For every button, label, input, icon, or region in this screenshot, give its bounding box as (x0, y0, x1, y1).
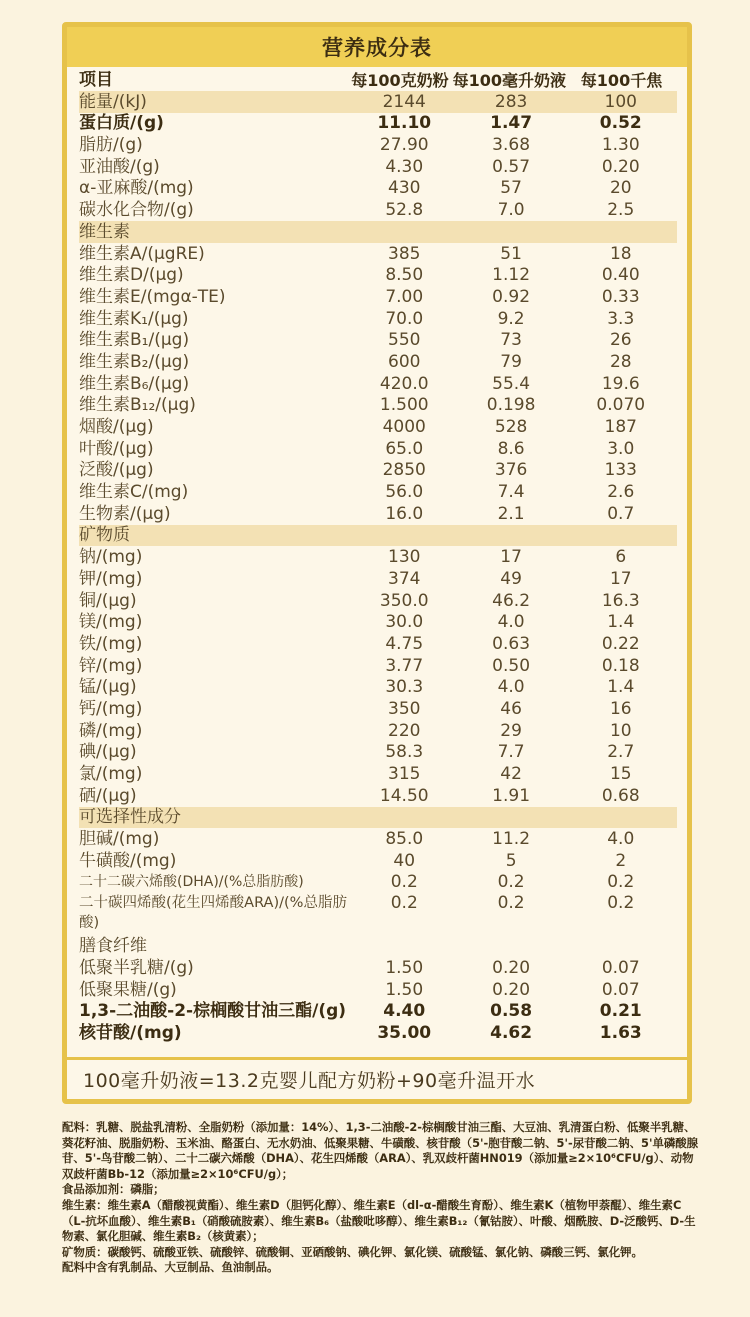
preparation-note: 100毫升奶液=13.2克婴儿配方奶粉+90毫升温开水 (67, 1057, 687, 1099)
value-per-100g: 4.40 (383, 1001, 426, 1022)
value-per-100ml: 0.58 (490, 1001, 533, 1022)
value-per-100kj: 133 (604, 460, 637, 481)
nutrient-name: 钾/(mg) (79, 568, 143, 589)
table-row (79, 395, 677, 417)
nutrient-name: 磷/(mg) (79, 720, 143, 741)
value-per-100kj: 1.4 (607, 677, 635, 698)
value-per-100ml: 7.0 (497, 200, 525, 221)
nutrient-name: 蛋白质/(g) (79, 113, 164, 134)
value-per-100g: 0.2 (390, 893, 418, 914)
table-row (79, 1001, 677, 1023)
table-row (79, 546, 677, 568)
value-per-100kj: 0.68 (601, 785, 640, 806)
value-per-100kj: 0.18 (601, 655, 640, 676)
nutrient-name: 维生素B₆/(μg) (79, 373, 190, 394)
value-per-100kj: 0.52 (599, 113, 642, 134)
value-per-100g: 27.90 (379, 135, 429, 156)
value-per-100g: 52.8 (385, 200, 424, 221)
value-per-100g: 1.50 (385, 957, 424, 978)
value-per-100g: 1.50 (385, 979, 424, 1000)
header-per-100g: 每100克奶粉 (351, 71, 449, 90)
nutrient-name: 钠/(mg) (79, 547, 143, 568)
value-per-100g: 65.0 (385, 438, 424, 459)
value-per-100ml: 55.4 (492, 373, 531, 394)
value-per-100ml: 9.2 (497, 308, 525, 329)
value-per-100kj: 20 (609, 178, 632, 199)
value-per-100g: 1.500 (379, 395, 429, 416)
value-per-100ml: 2.1 (497, 503, 525, 524)
value-per-100g: 430 (388, 178, 421, 199)
value-per-100g: 85.0 (385, 829, 424, 850)
value-per-100ml: 1.12 (492, 265, 531, 286)
nutrient-name: 维生素B₁₂/(μg) (79, 395, 196, 416)
nutrient-name: 可选择性成分 (79, 807, 181, 828)
value-per-100g: 550 (388, 330, 421, 351)
value-per-100g: 40 (393, 850, 416, 871)
value-per-100ml: 0.198 (486, 395, 536, 416)
value-per-100ml: 0.50 (492, 655, 531, 676)
nutrient-name: 二十碳四烯酸(花生四烯酸ARA)/(%总脂肪酸) (79, 895, 347, 932)
nutrient-name: 矿物质 (79, 525, 130, 546)
value-per-100kj: 0.21 (599, 1001, 642, 1022)
value-per-100kj: 2 (615, 850, 627, 871)
table-row (79, 91, 677, 113)
nutrient-name: 碘/(μg) (79, 742, 137, 763)
nutrient-name: 钙/(mg) (79, 698, 143, 719)
nutrient-name: 胆碱/(mg) (79, 829, 160, 850)
nutrition-table (62, 22, 692, 1104)
nutrient-name: 铁/(mg) (79, 633, 143, 654)
value-per-100kj: 0.20 (601, 156, 640, 177)
nutrient-name: 亚油酸/(g) (79, 156, 160, 177)
value-per-100g: 130 (388, 547, 421, 568)
nutrient-name: 维生素E/(mgα-TE) (79, 286, 226, 307)
value-per-100kj: 0.40 (601, 265, 640, 286)
ingredients-text (62, 1120, 698, 1276)
nutrient-name: 氯/(mg) (79, 764, 143, 784)
value-per-100g: 11.10 (377, 113, 432, 134)
table-row (79, 720, 677, 742)
table-row (79, 438, 677, 460)
value-per-100ml: 8.6 (497, 438, 525, 459)
value-per-100ml: 4.62 (490, 1022, 533, 1043)
value-per-100g: 16.0 (385, 503, 424, 524)
header-per-100kj: 每100千焦 (580, 71, 663, 90)
value-per-100ml: 0.20 (492, 957, 531, 978)
value-per-100kj: 2.5 (607, 200, 635, 221)
value-per-100kj: 0.33 (601, 286, 640, 307)
value-per-100ml: 42 (500, 764, 522, 784)
nutrient-name: 能量/(kJ) (79, 91, 147, 112)
value-per-100kj: 0.070 (596, 395, 646, 416)
value-per-100g: 0.2 (390, 872, 418, 893)
value-per-100g: 600 (388, 351, 421, 372)
table-header-row (79, 67, 677, 91)
table-row (79, 199, 677, 221)
value-per-100ml: 57 (500, 178, 522, 199)
value-per-100kj: 0.07 (601, 957, 640, 978)
nutrient-name: 烟酸/(μg) (79, 417, 154, 437)
nutrient-name: 维生素A/(μgRE) (79, 243, 205, 264)
header-item: 项目 (79, 70, 113, 90)
ingredients-paragraph: 配料中含有乳制品、大豆制品、鱼油制品。 (62, 1260, 279, 1275)
value-per-100g: 7.00 (385, 286, 424, 307)
nutrient-name: 低聚果糖/(g) (79, 979, 177, 1000)
value-per-100ml: 4.0 (497, 677, 525, 698)
table-row (79, 503, 677, 525)
table-row (79, 872, 677, 894)
value-per-100g: 30.3 (385, 677, 424, 698)
value-per-100g: 350.0 (379, 590, 429, 611)
value-per-100g: 30.0 (385, 612, 424, 633)
table-row (79, 568, 677, 590)
value-per-100g: 374 (388, 568, 421, 589)
value-per-100ml: 376 (494, 460, 528, 481)
nutrient-name: 脂肪/(g) (79, 135, 143, 156)
value-per-100ml: 1.91 (492, 785, 531, 806)
value-per-100g: 3.77 (385, 655, 424, 676)
section-header-row (79, 807, 677, 829)
value-per-100ml: 528 (494, 417, 528, 437)
value-per-100kj: 3.3 (607, 308, 635, 329)
value-per-100kj: 1.63 (599, 1022, 642, 1043)
nutrient-name: 膳食纤维 (79, 936, 147, 957)
value-per-100g: 315 (388, 764, 421, 784)
nutrient-name: 维生素B₂/(μg) (79, 351, 190, 372)
value-per-100ml: 46.2 (492, 590, 531, 611)
table-row (79, 416, 677, 438)
nutrient-name: 锰/(μg) (79, 677, 137, 698)
table-row (79, 481, 677, 503)
value-per-100ml: 7.4 (497, 482, 525, 503)
value-per-100ml: 29 (500, 720, 522, 741)
table-row (79, 373, 677, 395)
value-per-100ml: 17 (500, 547, 522, 568)
nutrient-name: 牛磺酸/(mg) (79, 850, 177, 871)
value-per-100kj: 6 (615, 547, 627, 568)
value-per-100g: 14.50 (379, 785, 429, 806)
table-row (79, 156, 677, 178)
table-row (79, 351, 677, 373)
nutrient-name: 叶酸/(μg) (79, 438, 154, 459)
ingredients-paragraph: 配料：乳糖、脱盐乳清粉、全脂奶粉（添加量：14%）、1,3-二油酸-2-棕榈酸甘油三酯、大豆油、乳清蛋白粉、低聚半乳糖、葵花籽油、脱脂奶粉、玉米油、酪蛋白、无水奶油、低聚果糖、牛磺酸、核苷酸（5'-胞苷酸二钠、5'-尿苷酸二钠、5'单磷酸腺苷、5'-鸟苷酸二钠）、二十二碳六烯酸（DHA）、花生四烯酸（ARA）、乳双歧杆菌HN019（添加量≥2×10⁶CFU/g）、动物双歧杆菌Bb-12（添加量≥2×10⁶CFU/g）； (62, 1120, 699, 1181)
table-title: 营养成分表 (67, 27, 687, 67)
value-per-100ml: 79 (500, 351, 522, 372)
table-row (79, 893, 677, 935)
nutrient-name: 镁/(mg) (79, 612, 143, 633)
table-row (79, 286, 677, 308)
nutrient-name: 低聚半乳糖/(g) (79, 957, 194, 978)
value-per-100kj: 26 (609, 330, 632, 351)
value-per-100ml: 3.68 (492, 135, 531, 156)
table-row (79, 330, 677, 352)
table-row (79, 178, 677, 200)
value-per-100kj: 0.07 (601, 979, 640, 1000)
value-per-100ml: 51 (500, 243, 522, 264)
nutrient-name: 二十二碳六烯酸(DHA)/(%总脂肪酸) (79, 874, 304, 891)
value-per-100kj: 15 (609, 764, 632, 784)
value-per-100g: 220 (388, 720, 421, 741)
table-body (67, 67, 687, 1044)
value-per-100ml: 0.92 (492, 286, 531, 307)
table-row (79, 979, 677, 1001)
value-per-100ml: 4.0 (497, 612, 525, 633)
table-row (79, 1022, 677, 1044)
value-per-100g: 35.00 (377, 1022, 432, 1043)
value-per-100ml: 1.47 (490, 113, 533, 134)
table-row (79, 655, 677, 677)
nutrient-name: 生物素/(μg) (79, 503, 171, 524)
table-row (79, 742, 677, 764)
table-row (79, 698, 677, 720)
table-row (79, 828, 677, 850)
value-per-100ml: 5 (505, 850, 517, 871)
nutrient-name: α-亚麻酸/(mg) (79, 178, 194, 199)
table-row (79, 785, 677, 807)
value-per-100kj: 18 (609, 243, 632, 264)
value-per-100ml: 0.63 (492, 633, 531, 654)
table-row (79, 243, 677, 265)
value-per-100ml: 7.7 (497, 742, 525, 763)
table-row (79, 134, 677, 156)
table-row (79, 677, 677, 699)
nutrient-name: 维生素C/(mg) (79, 482, 189, 503)
value-per-100g: 8.50 (385, 265, 424, 286)
table-row (79, 460, 677, 482)
value-per-100kj: 100 (604, 91, 637, 112)
value-per-100kj: 2.6 (607, 482, 635, 503)
value-per-100g: 4000 (382, 417, 426, 437)
value-per-100ml: 0.2 (497, 872, 525, 893)
nutrient-name: 硒/(μg) (79, 785, 137, 806)
table-row (79, 763, 677, 785)
value-per-100ml: 46 (500, 698, 522, 719)
value-per-100g: 2144 (382, 91, 426, 112)
section-header-row (79, 525, 677, 547)
nutrient-name: 维生素 (79, 221, 130, 242)
nutrient-name: 泛酸/(μg) (79, 460, 154, 481)
table-row (79, 612, 677, 634)
value-per-100kj: 2.7 (607, 742, 635, 763)
value-per-100kj: 187 (604, 417, 637, 437)
ingredients-paragraph: 食品添加剂：磷脂； (62, 1182, 165, 1197)
value-per-100kj: 4.0 (607, 829, 635, 850)
nutrient-name: 锌/(mg) (79, 655, 143, 676)
nutrient-name: 碳水化合物/(g) (79, 200, 194, 221)
table-row (79, 850, 677, 872)
value-per-100g: 2850 (382, 460, 426, 481)
nutrient-name: 1,3-二油酸-2-棕榈酸甘油三酯/(g) (79, 1001, 347, 1022)
value-per-100g: 350 (388, 698, 421, 719)
table-row (79, 957, 677, 979)
value-per-100kj: 19.6 (601, 373, 640, 394)
nutrient-name: 维生素D/(μg) (79, 265, 184, 286)
table-row (79, 935, 677, 957)
value-per-100ml: 0.2 (497, 893, 525, 914)
value-per-100g: 4.75 (385, 633, 424, 654)
section-header-row (79, 221, 677, 243)
value-per-100g: 70.0 (385, 308, 424, 329)
value-per-100kj: 16 (609, 698, 632, 719)
ingredients-paragraph: 维生素：维生素A（醋酸视黄酯）、维生素D（胆钙化醇）、维生素E（dl-α-醋酸生育酚）、维生素K（植物甲萘醌）、维生素C（L-抗坏血酸）、维生素B₁（硝酸硫胺素）、维生素B₆（盐酸吡哆醇）、维生素B₁₂（氰钴胺）、叶酸、烟酰胺、D-泛酸钙、D-生物素、氯化胆碱、维生素B₂（核黄素）； (62, 1197, 696, 1244)
value-per-100kj: 1.4 (607, 612, 635, 633)
value-per-100kj: 3.0 (607, 438, 635, 459)
table-row (79, 113, 677, 135)
value-per-100ml: 0.20 (492, 979, 531, 1000)
value-per-100g: 58.3 (385, 742, 424, 763)
table-row (79, 590, 677, 612)
value-per-100kj: 17 (609, 568, 632, 589)
value-per-100kj: 28 (609, 351, 632, 372)
value-per-100g: 56.0 (385, 482, 424, 503)
nutrient-name: 维生素B₁/(μg) (79, 330, 190, 351)
value-per-100kj: 0.22 (601, 633, 640, 654)
value-per-100kj: 10 (609, 720, 632, 741)
value-per-100kj: 1.30 (601, 135, 640, 156)
value-per-100kj: 0.2 (607, 872, 635, 893)
table-row (79, 308, 677, 330)
table-row (79, 265, 677, 287)
value-per-100ml: 49 (500, 568, 522, 589)
value-per-100kj: 0.2 (607, 893, 635, 914)
ingredients-paragraph: 矿物质：碳酸钙、硫酸亚铁、硫酸锌、硫酸铜、亚硒酸钠、碘化钾、氯化镁、硫酸锰、氯化钠、磷酸三钙、氯化钾。 (62, 1244, 643, 1259)
nutrient-name: 铜/(μg) (79, 590, 137, 611)
value-per-100ml: 0.57 (492, 156, 531, 177)
value-per-100kj: 16.3 (601, 590, 640, 611)
header-per-100ml: 每100毫升奶液 (452, 71, 567, 90)
value-per-100ml: 73 (500, 330, 522, 351)
value-per-100ml: 283 (494, 91, 528, 112)
value-per-100g: 420.0 (379, 373, 429, 394)
nutrient-name: 维生素K₁/(μg) (79, 308, 189, 329)
nutrient-name: 核苷酸/(mg) (79, 1022, 182, 1043)
value-per-100g: 385 (388, 243, 421, 264)
value-per-100kj: 0.7 (607, 503, 635, 524)
value-per-100g: 4.30 (385, 156, 424, 177)
value-per-100ml: 11.2 (492, 829, 531, 850)
table-row (79, 633, 677, 655)
